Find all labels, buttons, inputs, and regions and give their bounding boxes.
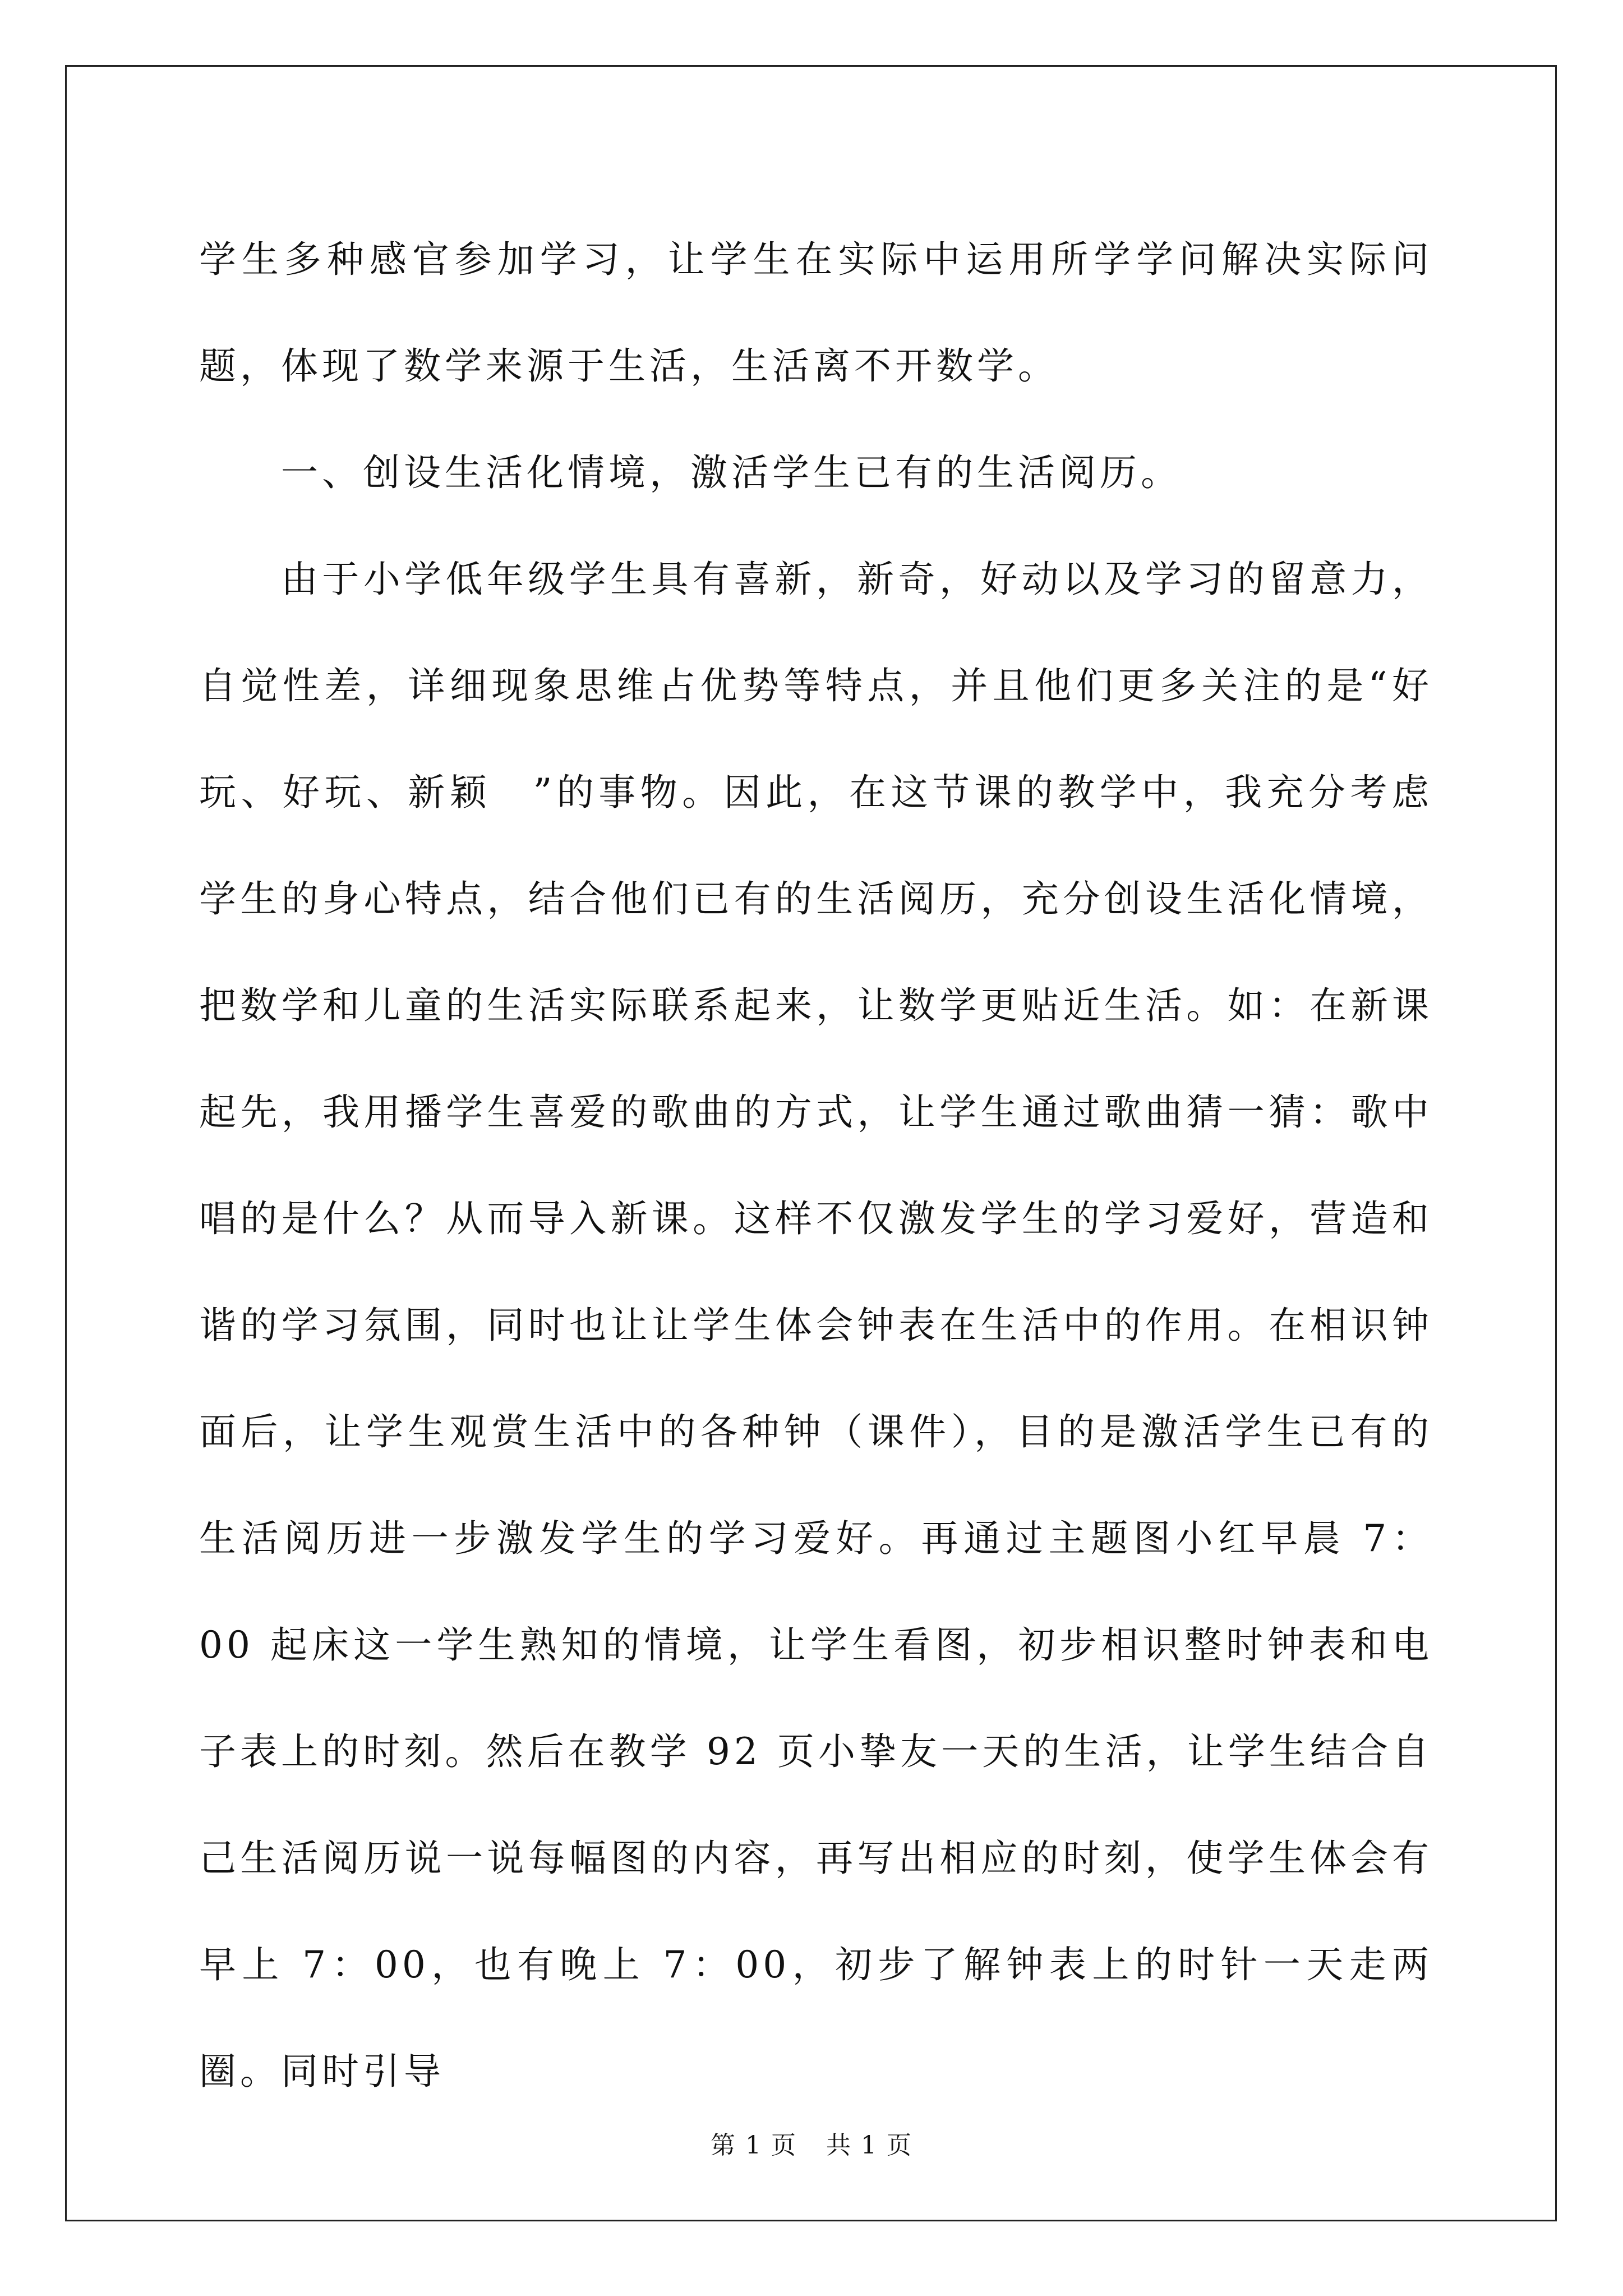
page-total: 共 1 页 <box>826 2131 912 2160</box>
page-footer <box>0 2129 1623 2162</box>
page-number: 第 1 页 <box>711 2131 797 2160</box>
section-heading: 一、创设生活化情境，激活学生已有的生活阅历。 <box>281 451 1182 494</box>
paragraph-main: 由于小学低年级学生具有喜新，新奇，好动以及学习的留意力，自觉性差，详细现象思维占优势等特点，并且他们更多关注的是“好玩、好玩、新颖 ”的事物。因此，在这节课的教学中，我充分考虑学生的身心特点，结合他们已有的生活阅历，充分创设生活化情境，把数学和儿童的生活实际联系起来，让数学更贴近生活。如：在新课起先，我用播学生喜爱的歌曲的方式，让学生通过歌曲猜一猜：歌中唱的是什么？从而导入新课。这样不仅激发学生的学习爱好，营造和谐的学习氛围，同时也让让学生体会钟表在生活中的作用。在相识钟面后，让学生观赏生活中的各种钟（课件），目的是激活学生已有的生活阅历进一步激发学生的学习爱好。再通过主题图小红早晨 7：00 起床这一学生熟知的情境，让学生看图，初步相识整时钟表和电子表上的时刻。然后在教学 92 页小挚友一天的生活，让学生结合自己生活阅历说一说每幅图的内容，再写出相应的时刻，使学生体会有早上 7：00，也有晚上 7：00，初步了解钟表上的时针一天走两圈。同时引导 <box>199 558 1433 2093</box>
paragraph-continuation: 学生多种感官参加学习，让学生在实际中运用所学学问解决实际问题，体现了数学来源于生活，生活离不开数学。 <box>199 238 1433 388</box>
document-body <box>199 206 1433 2125</box>
